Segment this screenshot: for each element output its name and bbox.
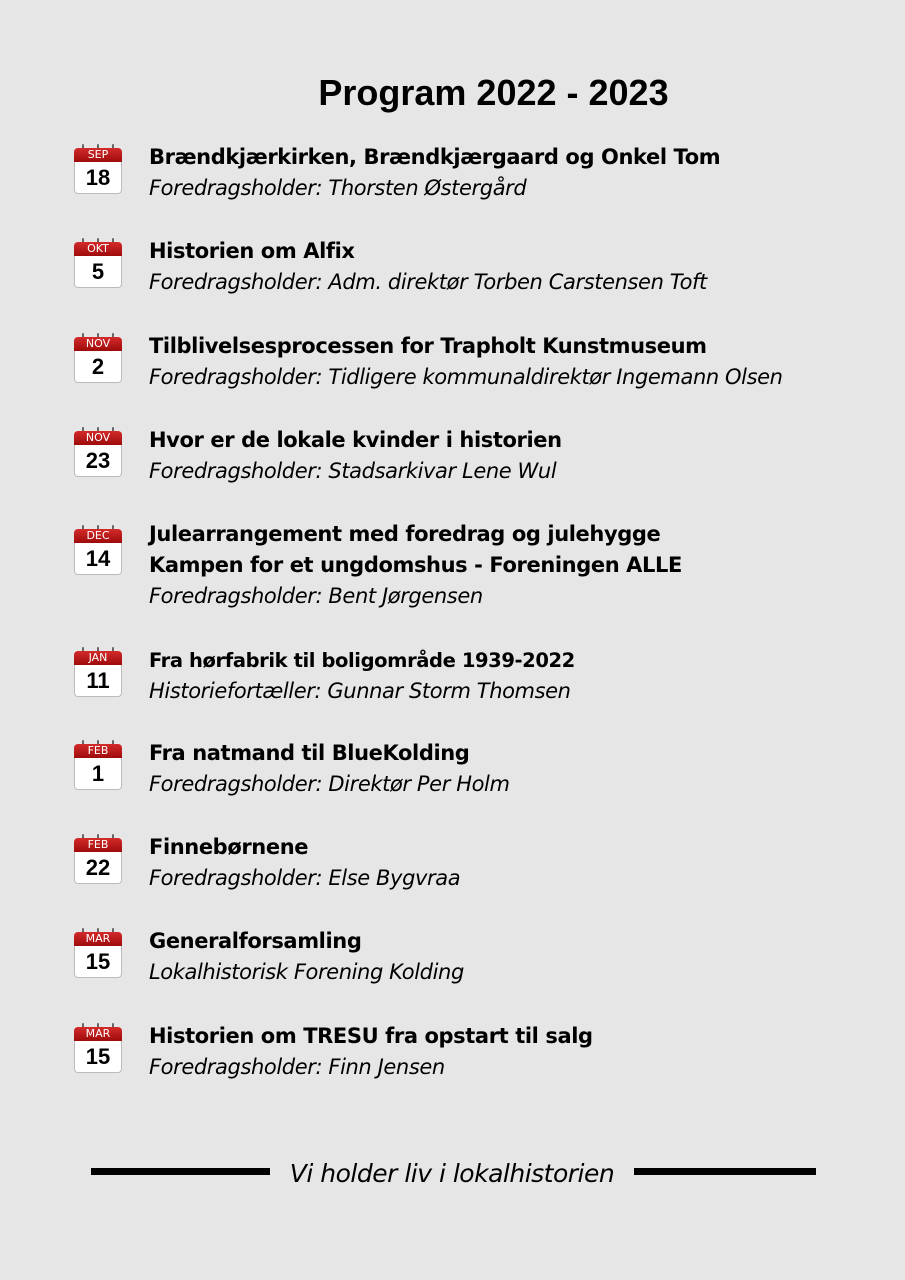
event-item xyxy=(0,142,905,222)
event-day: 14 xyxy=(74,543,122,575)
calendar-icon xyxy=(74,144,122,194)
event-title: Generalforsamling xyxy=(149,929,362,953)
event-item xyxy=(0,425,905,505)
event-title: Fra natmand til BlueKolding xyxy=(149,741,470,765)
event-month: NOV xyxy=(74,431,122,445)
event-title: Historien om TRESU fra opstart til salg xyxy=(149,1024,593,1048)
event-month: MAR xyxy=(74,932,122,946)
event-title: Fra hørfabrik til boligområde 1939-2022 xyxy=(149,649,575,672)
footer-tagline: Vi holder liv i lokalhistorien xyxy=(289,1159,615,1188)
event-day: 11 xyxy=(74,665,122,697)
event-month: NOV xyxy=(74,337,122,351)
event-day: 22 xyxy=(74,852,122,884)
page-title: Program 2022 - 2023 xyxy=(318,72,669,113)
event-day: 5 xyxy=(74,256,122,288)
event-item xyxy=(0,519,905,619)
calendar-icon xyxy=(74,238,122,288)
event-title: Julearrangement med foredrag og julehygge xyxy=(149,522,661,546)
event-speaker: Foredragsholder: Tidligere kommunaldirektør Ingemann Olsen xyxy=(149,365,783,389)
event-item xyxy=(0,1021,905,1101)
event-day: 15 xyxy=(74,1041,122,1073)
event-item xyxy=(0,645,905,725)
event-month: JAN xyxy=(74,651,122,665)
event-item xyxy=(0,738,905,818)
event-speaker: Foredragsholder: Finn Jensen xyxy=(149,1055,445,1079)
calendar-icon xyxy=(74,1023,122,1073)
event-day: 23 xyxy=(74,445,122,477)
event-month: SEP xyxy=(74,148,122,162)
event-month: MAR xyxy=(74,1027,122,1041)
event-day: 15 xyxy=(74,946,122,978)
event-month: OKT xyxy=(74,242,122,256)
event-item xyxy=(0,331,905,411)
event-title: Brændkjærkirken, Brændkjærgaard og Onkel Tom xyxy=(149,145,721,169)
calendar-icon xyxy=(74,740,122,790)
event-title: Hvor er de lokale kvinder i historien xyxy=(149,428,562,452)
event-title: Tilblivelsesprocessen for Trapholt Kunstmuseum xyxy=(149,334,707,358)
event-day: 1 xyxy=(74,758,122,790)
event-month: DEC xyxy=(74,529,122,543)
event-speaker: Foredragsholder: Adm. direktør Torben Carstensen Toft xyxy=(149,270,707,294)
event-month: FEB xyxy=(74,838,122,852)
calendar-icon xyxy=(74,427,122,477)
event-month: FEB xyxy=(74,744,122,758)
calendar-icon xyxy=(74,525,122,575)
calendar-icon xyxy=(74,647,122,697)
event-day: 18 xyxy=(74,162,122,194)
event-day: 2 xyxy=(74,351,122,383)
event-speaker: Historiefortæller: Gunnar Storm Thomsen xyxy=(149,679,571,703)
event-item xyxy=(0,926,905,1006)
footer-divider-left xyxy=(91,1168,270,1175)
calendar-icon xyxy=(74,928,122,978)
event-item xyxy=(0,832,905,912)
event-speaker: Foredragsholder: Thorsten Østergård xyxy=(149,176,527,200)
event-item xyxy=(0,236,905,316)
calendar-icon xyxy=(74,834,122,884)
event-speaker: Foredragsholder: Direktør Per Holm xyxy=(149,772,510,796)
event-title: Finnebørnene xyxy=(149,835,309,859)
event-subtitle: Kampen for et ungdomshus - Foreningen ALLE xyxy=(149,553,682,577)
calendar-icon xyxy=(74,333,122,383)
event-speaker: Foredragsholder: Stadsarkivar Lene Wul xyxy=(149,459,557,483)
event-speaker: Foredragsholder: Else Bygvraa xyxy=(149,866,461,890)
event-speaker: Lokalhistorisk Forening Kolding xyxy=(149,960,464,984)
footer-divider-right xyxy=(634,1168,816,1175)
event-speaker: Foredragsholder: Bent Jørgensen xyxy=(149,584,483,608)
event-title: Historien om Alfix xyxy=(149,239,355,263)
